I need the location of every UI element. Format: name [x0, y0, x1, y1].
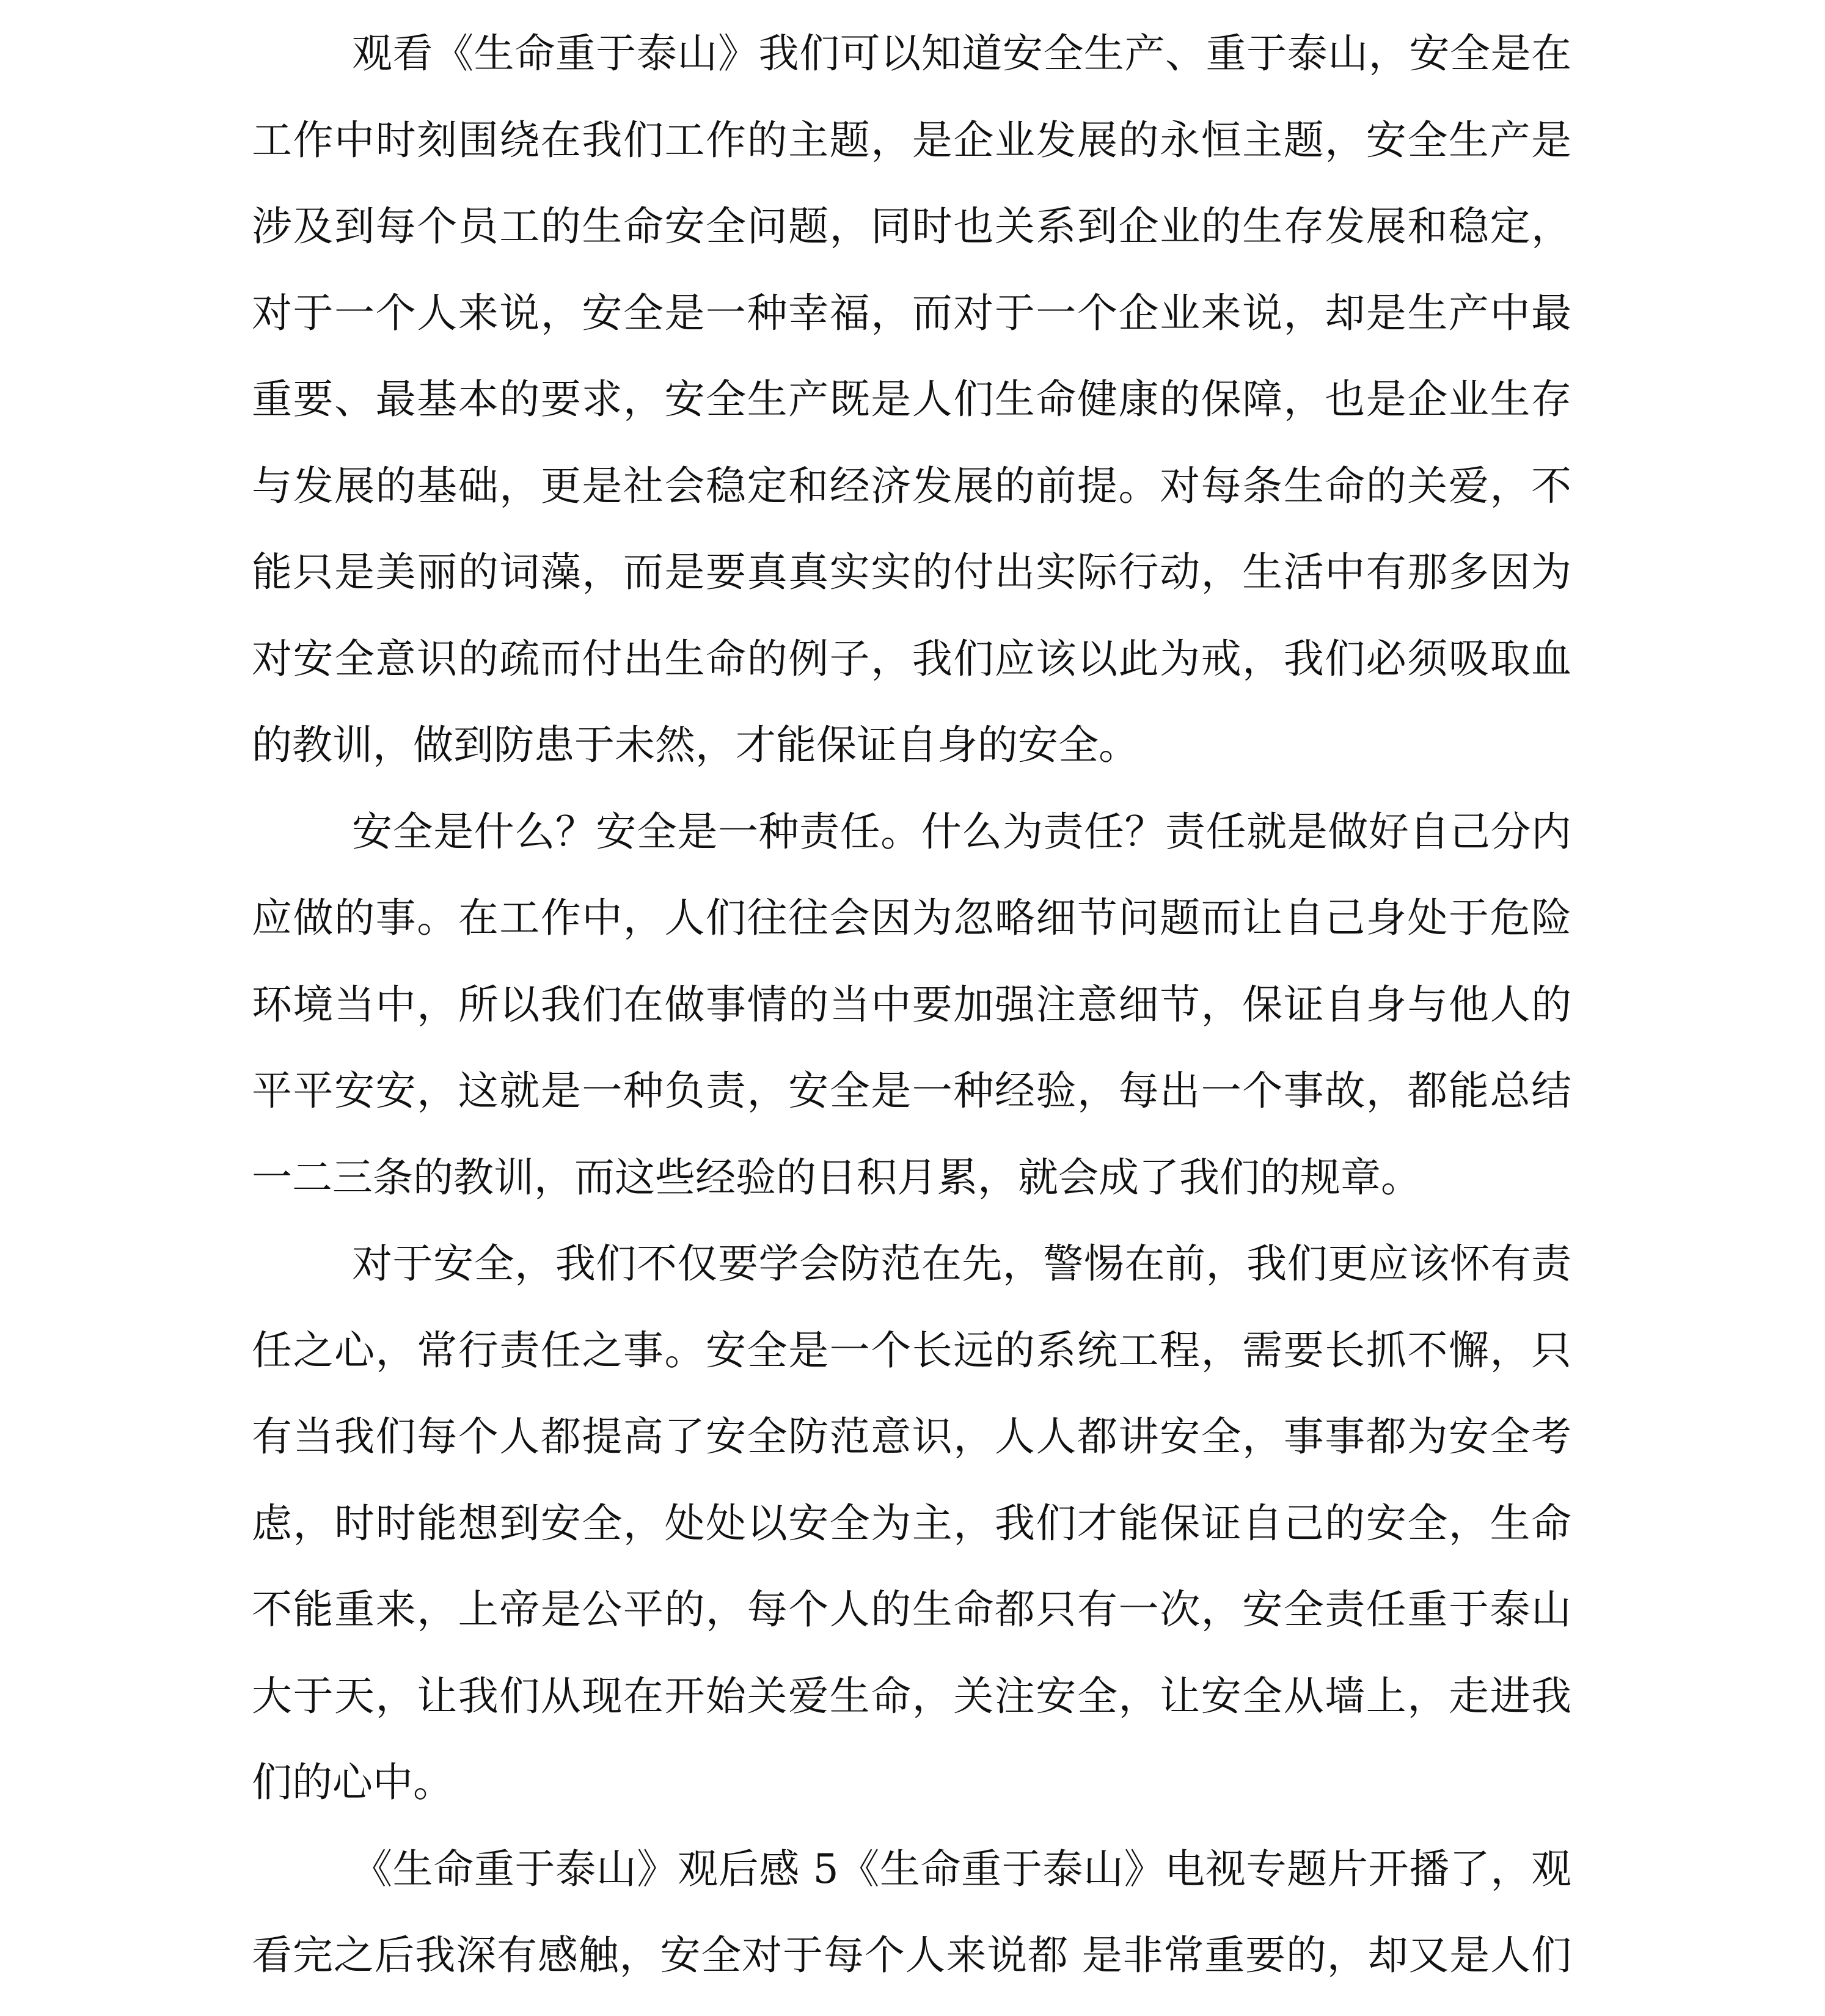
text-line: 对于一个人来说，安全是一种幸福，而对于一个企业来说，却是生产中最 — [252, 289, 1571, 337]
text-line: 有当我们每个人都提高了安全防范意识，人人都讲安全，事事都为安全考 — [252, 1413, 1571, 1460]
text-line: 观看《生命重于泰山》我们可以知道安全生产、重于泰山，安全是在 — [352, 30, 1571, 77]
text-line: 不能重来，上帝是公平的，每个人的生命都只有一次，安全责任重于泰山 — [252, 1586, 1571, 1633]
text-line: 对于安全，我们不仅要学会防范在先，警惕在前，我们更应该怀有责 — [352, 1240, 1571, 1287]
text-line: 环境当中，所以我们在做事情的当中要加强注意细节，保证自身与他人的 — [252, 981, 1571, 1028]
text-line: 与发展的基础，更是社会稳定和经济发展的前提。对每条生命的关爱，不 — [252, 462, 1571, 509]
text-line: 工作中时刻围绕在我们工作的主题，是企业发展的永恒主题，安全生产是 — [252, 116, 1571, 164]
body-text — [252, 23, 1571, 2012]
text-line: 平平安安，这就是一种负责，安全是一种经验，每出一个事故，都能总结 — [252, 1067, 1571, 1114]
text-line: 任之心，常行责任之事。安全是一个长远的系统工程，需要长抓不懈，只 — [252, 1326, 1571, 1374]
text-line: 们的心中。 — [252, 1759, 453, 1806]
text-line: 看完之后我深有感触，安全对于每个人来说都 是非常重要的，却又是人们 — [252, 1932, 1571, 1979]
text-line: 的教训，做到防患于未然，才能保证自身的安全。 — [252, 721, 1139, 769]
text-line: 大于天，让我们从现在开始关爱生命，关注安全，让安全从墙上，走进我 — [252, 1672, 1571, 1720]
text-line: 重要、最基本的要求，安全生产既是人们生命健康的保障，也是企业生存 — [252, 376, 1571, 423]
text-line: 《生命重于泰山》观后感 5《生命重于泰山》电视专题片开播了，观 — [352, 1845, 1571, 1893]
text-line: 能只是美丽的词藻，而是要真真实实的付出实际行动，生活中有那多因为 — [252, 549, 1571, 596]
text-line: 一二三条的教训，而这些经验的日积月累，就会成了我们的规章。 — [252, 1153, 1421, 1201]
text-line: 对安全意识的疏而付出生命的例子，我们应该以此为戒，我们必须吸取血 — [252, 635, 1571, 682]
text-line: 虑，时时能想到安全，处处以安全为主，我们才能保证自己的安全，生命 — [252, 1499, 1571, 1547]
text-line: 应做的事。在工作中，人们往往会因为忽略细节问题而让自己身处于危险 — [252, 894, 1571, 941]
text-line: 安全是什么？安全是一种责任。什么为责任？责任就是做好自己分内 — [352, 808, 1571, 855]
text-line: 涉及到每个员工的生命安全问题，同时也关系到企业的生存发展和稳定， — [252, 203, 1571, 250]
